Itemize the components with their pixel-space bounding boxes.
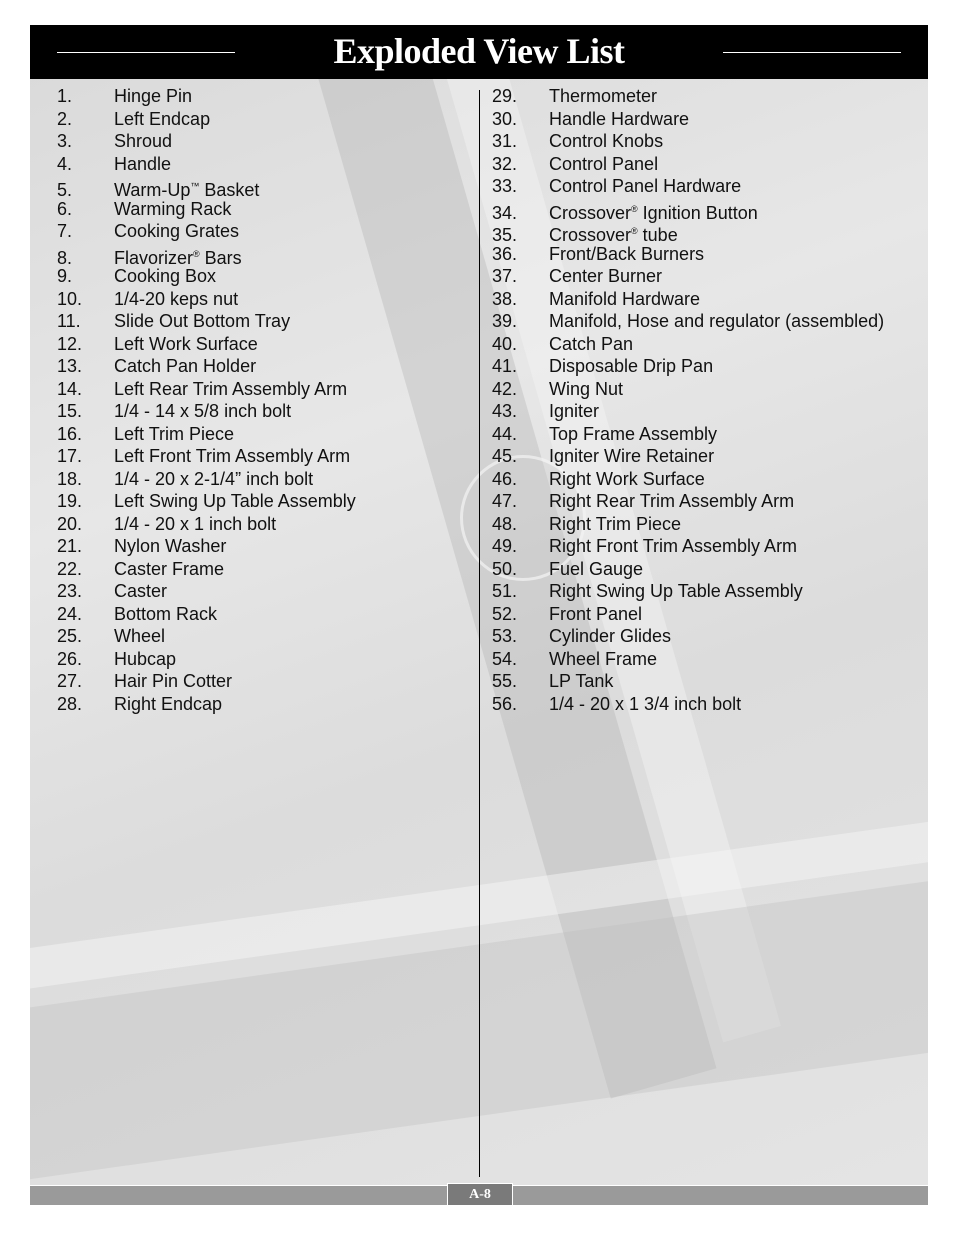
item-label: Wheel — [114, 626, 166, 646]
item-label: Right Swing Up Table Assembly — [549, 581, 803, 601]
list-item — [492, 490, 884, 513]
list-item — [57, 130, 356, 153]
trademark-mark: ® — [193, 248, 200, 259]
list-item — [492, 670, 884, 693]
item-label: Center Burner — [549, 266, 663, 286]
item-label: Catch Pan — [549, 333, 634, 354]
item-number: 11. — [57, 311, 81, 331]
item-label: Slide Out Bottom Tray — [114, 311, 291, 331]
list-item — [57, 580, 356, 603]
list-item — [492, 535, 884, 558]
item-label: Handle — [114, 153, 172, 174]
item-label: Thermometer — [549, 86, 658, 106]
list-item — [492, 693, 884, 716]
item-label: Warm-Up — [114, 180, 191, 200]
list-item — [57, 490, 356, 513]
list-item — [492, 85, 884, 108]
page-title: Exploded View List — [333, 31, 625, 71]
item-number: 3. — [57, 131, 73, 151]
item-number: 44. — [492, 423, 518, 444]
item-number: 47. — [492, 491, 518, 511]
item-label-rest: tube — [637, 225, 678, 245]
item-number: 41. — [492, 356, 518, 376]
item-number: 20. — [57, 513, 83, 534]
item-label: Crossover — [549, 225, 632, 245]
list-item — [492, 108, 884, 131]
item-label: Left Front Trim Assembly Arm — [114, 446, 351, 466]
item-number: 22. — [57, 558, 83, 579]
item-label: Left Trim Piece — [114, 423, 235, 444]
item-label-rest: Ignition Button — [637, 202, 758, 223]
item-number: 36. — [492, 243, 518, 264]
item-label: Hair Pin Cotter — [114, 671, 233, 691]
item-label: Nylon Washer — [114, 536, 227, 556]
trademark-mark: ® — [631, 203, 638, 214]
item-label: Left Swing Up Table Assembly — [114, 491, 356, 511]
item-label: Right Rear Trim Assembly Arm — [549, 491, 795, 511]
list-item — [492, 648, 884, 671]
item-number: 6. — [57, 198, 73, 219]
list-item — [57, 220, 356, 243]
item-label: Flavorizer — [114, 247, 194, 268]
item-label: Wheel Frame — [549, 648, 658, 669]
list-item — [492, 355, 884, 378]
item-number: 54. — [492, 648, 518, 669]
item-number: 53. — [492, 626, 518, 646]
item-label: Left Work Surface — [114, 333, 258, 354]
item-number: 34. — [492, 202, 518, 223]
item-number: 13. — [57, 356, 83, 376]
trademark-mark: ® — [631, 226, 638, 236]
item-number: 14. — [57, 378, 83, 399]
item-number: 55. — [492, 671, 518, 691]
item-label: Hinge Pin — [114, 86, 193, 106]
item-number: 9. — [57, 266, 73, 286]
list-item — [57, 333, 356, 356]
item-label: Shroud — [114, 131, 173, 151]
item-number: 16. — [57, 423, 83, 444]
list-item — [57, 535, 356, 558]
list-item — [57, 693, 356, 716]
item-number: 18. — [57, 468, 83, 489]
item-label: Front Panel — [549, 603, 643, 624]
item-label: 1/4 - 20 x 1 inch bolt — [114, 513, 277, 534]
list-item — [57, 153, 356, 176]
parts-list-left — [57, 85, 356, 715]
item-label: Left Endcap — [114, 108, 211, 129]
item-label: Manifold Hardware — [549, 288, 701, 309]
list-item — [492, 198, 884, 221]
list-item — [57, 355, 356, 378]
list-item — [492, 288, 884, 311]
header-rule-right — [723, 52, 901, 53]
item-label: Igniter — [549, 401, 600, 421]
item-number: 26. — [57, 648, 83, 669]
item-label: 1/4 - 20 x 1 3/4 inch bolt — [549, 693, 742, 714]
item-number: 21. — [57, 536, 83, 556]
item-number: 51. — [492, 581, 518, 601]
list-item — [57, 445, 356, 468]
list-item — [492, 378, 884, 401]
item-number: 5. — [57, 180, 73, 200]
item-label-rest: Bars — [199, 247, 242, 268]
item-label: Disposable Drip Pan — [549, 356, 714, 376]
item-number: 49. — [492, 536, 518, 556]
item-label: Catch Pan Holder — [114, 356, 257, 376]
item-number: 43. — [492, 401, 518, 421]
list-item — [492, 153, 884, 176]
item-number: 32. — [492, 153, 518, 174]
item-label: Cooking Box — [114, 266, 217, 286]
item-label: Control Panel Hardware — [549, 176, 742, 196]
item-number: 39. — [492, 311, 518, 331]
page-number: A-8 — [447, 1183, 513, 1206]
list-item — [492, 175, 884, 198]
list-item — [57, 625, 356, 648]
list-item — [57, 603, 356, 626]
item-number: 12. — [57, 333, 83, 354]
list-item — [492, 243, 884, 266]
item-number: 25. — [57, 626, 83, 646]
item-label: Crossover — [549, 202, 632, 223]
item-label: Caster Frame — [114, 558, 225, 579]
item-label: Cylinder Glides — [549, 626, 672, 646]
item-label-rest: Basket — [199, 180, 260, 200]
item-number: 27. — [57, 671, 83, 691]
list-item — [492, 265, 884, 288]
item-label: Manifold, Hose and regulator (assembled) — [549, 311, 885, 331]
item-label: Handle Hardware — [549, 108, 690, 129]
item-number: 1. — [57, 86, 73, 106]
item-number: 28. — [57, 693, 83, 714]
item-number: 15. — [57, 401, 83, 421]
item-number: 33. — [492, 176, 518, 196]
item-label: Bottom Rack — [114, 603, 218, 624]
item-number: 31. — [492, 131, 518, 151]
item-number: 50. — [492, 558, 518, 579]
list-item — [492, 445, 884, 468]
item-label: 1/4 - 20 x 2-1/4” inch bolt — [114, 468, 314, 489]
item-number: 42. — [492, 378, 518, 399]
list-item — [492, 603, 884, 626]
list-item — [492, 625, 884, 648]
list-item — [492, 220, 884, 243]
list-item — [492, 130, 884, 153]
item-label: Fuel Gauge — [549, 558, 644, 579]
item-number: 2. — [57, 108, 73, 129]
item-label: Wing Nut — [549, 378, 624, 399]
item-label: Control Knobs — [549, 131, 664, 151]
item-label: 1/4-20 keps nut — [114, 288, 239, 309]
item-label: Cooking Grates — [114, 221, 240, 241]
item-number: 4. — [57, 153, 73, 174]
item-number: 8. — [57, 247, 73, 268]
list-item — [492, 558, 884, 581]
item-label: Right Front Trim Assembly Arm — [549, 536, 798, 556]
list-item — [57, 558, 356, 581]
list-item — [57, 423, 356, 446]
list-item — [57, 310, 356, 333]
item-number: 10. — [57, 288, 83, 309]
item-number: 46. — [492, 468, 518, 489]
item-number: 37. — [492, 266, 518, 286]
item-number: 38. — [492, 288, 518, 309]
item-label: LP Tank — [549, 671, 614, 691]
item-number: 30. — [492, 108, 518, 129]
list-item — [492, 468, 884, 491]
item-number: 17. — [57, 446, 83, 466]
item-number: 7. — [57, 221, 73, 241]
list-item — [492, 310, 884, 333]
list-item — [57, 175, 356, 198]
list-item — [57, 513, 356, 536]
item-number: 48. — [492, 513, 518, 534]
item-number: 23. — [57, 581, 83, 601]
list-item — [57, 85, 356, 108]
parts-list-right — [492, 85, 884, 715]
list-item — [57, 670, 356, 693]
item-number: 24. — [57, 603, 83, 624]
item-label: 1/4 - 14 x 5/8 inch bolt — [114, 401, 292, 421]
list-item — [57, 378, 356, 401]
list-item — [492, 333, 884, 356]
column-divider — [479, 90, 480, 1177]
item-label: Front/Back Burners — [549, 243, 705, 264]
item-number: 52. — [492, 603, 518, 624]
list-item — [57, 243, 356, 266]
item-number: 56. — [492, 693, 518, 714]
list-item — [492, 513, 884, 536]
item-label: Control Panel — [549, 153, 659, 174]
item-label: Left Rear Trim Assembly Arm — [114, 378, 348, 399]
item-number: 45. — [492, 446, 518, 466]
item-number: 29. — [492, 86, 518, 106]
list-item — [492, 580, 884, 603]
item-label: Caster — [114, 581, 168, 601]
item-label: Top Frame Assembly — [549, 423, 718, 444]
item-number: 35. — [492, 225, 518, 245]
item-label: Hubcap — [114, 648, 177, 669]
item-number: 40. — [492, 333, 518, 354]
list-item — [57, 648, 356, 671]
list-item — [57, 108, 356, 131]
item-number: 19. — [57, 491, 83, 511]
list-item — [57, 400, 356, 423]
item-label: Right Work Surface — [549, 468, 705, 489]
list-item — [57, 468, 356, 491]
item-label: Right Trim Piece — [549, 513, 682, 534]
item-label: Warming Rack — [114, 198, 232, 219]
list-item — [57, 265, 356, 288]
item-label: Igniter Wire Retainer — [549, 446, 715, 466]
list-item — [492, 400, 884, 423]
trademark-mark: ™ — [190, 181, 200, 191]
list-item — [57, 198, 356, 221]
header-bar — [30, 25, 928, 79]
item-label: Right Endcap — [114, 693, 223, 714]
list-item — [57, 288, 356, 311]
list-item — [492, 423, 884, 446]
